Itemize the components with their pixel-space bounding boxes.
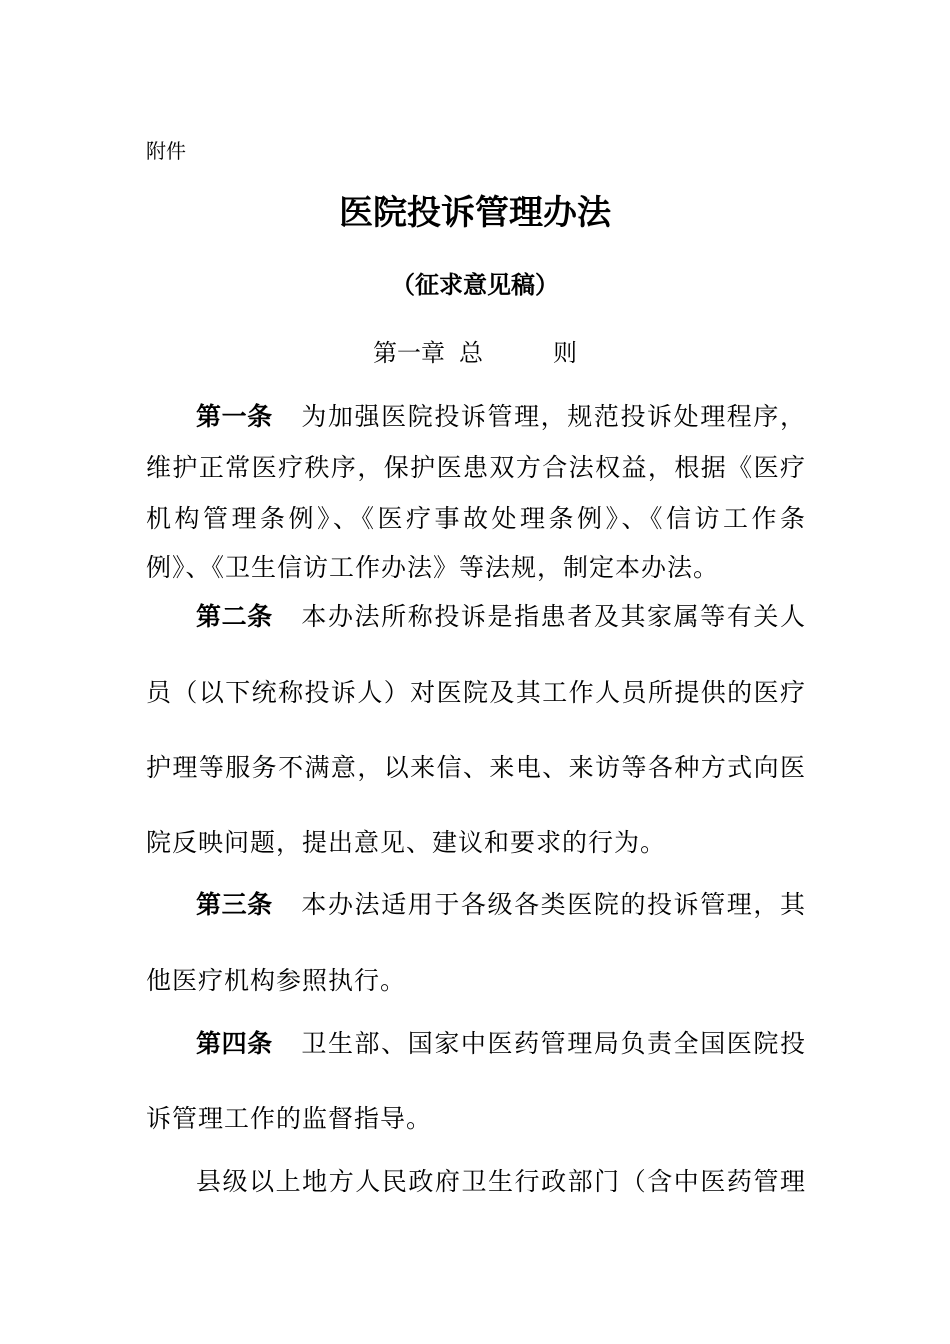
article-2-label: 第二条 bbox=[196, 602, 273, 631]
chapter-number: 第一章 bbox=[373, 339, 445, 367]
article-1-label: 第一条 bbox=[196, 402, 273, 431]
article-2-line-3: 护理等服务不满意，以来信、来电、来访等各种方式向医 bbox=[146, 753, 806, 782]
article-2-line-2: 员（以下统称投诉人）对医院及其工作人员所提供的医疗 bbox=[146, 678, 806, 707]
article-1-line-4: 例》、《卫生信访工作办法》等法规，制定本办法。 bbox=[146, 553, 720, 582]
article-3-line-2: 他医疗机构参照执行。 bbox=[146, 966, 407, 995]
article-4-label: 第四条 bbox=[196, 1029, 273, 1058]
article-4-line-2: 诉管理工作的监督指导。 bbox=[146, 1104, 433, 1133]
attachment-label: 附件 bbox=[146, 139, 186, 163]
article-4-text-1: 卫生部、国家中医药管理局负责全国医院投 bbox=[300, 1029, 806, 1058]
article-2-text-1: 本办法所称投诉是指患者及其家属等有关人 bbox=[300, 602, 806, 631]
article-4-line-1 bbox=[196, 1027, 806, 1061]
document-title: 医院投诉管理办法 bbox=[339, 193, 611, 233]
article-2-line-4: 院反映问题，提出意见、建议和要求的行为。 bbox=[146, 828, 667, 857]
article-2-line-1 bbox=[196, 600, 806, 634]
paragraph-5-line-1: 县级以上地方人民政府卫生行政部门（含中医药管理 bbox=[196, 1167, 806, 1196]
article-3-line-1 bbox=[196, 888, 806, 922]
article-1-line-1 bbox=[196, 400, 806, 434]
article-1-text-1: 为加强医院投诉管理，规范投诉处理程序， bbox=[300, 402, 806, 431]
chapter-name-part2: 则 bbox=[553, 339, 577, 367]
article-3-text-1: 本办法适用于各级各类医院的投诉管理，其 bbox=[300, 890, 806, 919]
article-1-line-3: 机构管理条例》、《医疗事故处理条例》、《信访工作条 bbox=[146, 504, 806, 533]
chapter-heading bbox=[0, 336, 950, 370]
article-3-label: 第三条 bbox=[196, 890, 273, 919]
article-1-line-2: 维护正常医疗秩序，保护医患双方合法权益，根据《医疗 bbox=[146, 453, 806, 482]
chapter-name-part1: 总 bbox=[459, 339, 483, 367]
document-subtitle: （征求意见稿） bbox=[391, 270, 559, 299]
